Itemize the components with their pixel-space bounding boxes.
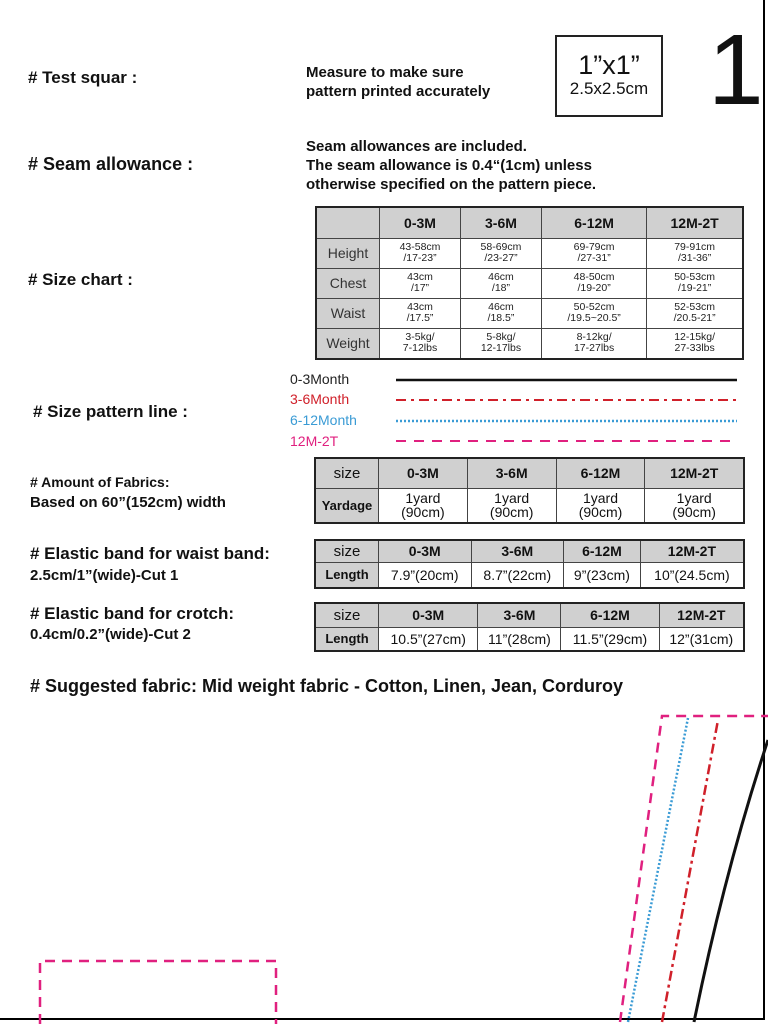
seam-allowance-line-1: Seam allowances are included. (306, 138, 527, 155)
waist-band-header: 3-6M (471, 540, 564, 562)
fabrics-table (314, 457, 745, 524)
legend-item-12m-2t: 12M-2T (290, 433, 339, 449)
fabrics-label: # Amount of Fabrics: (30, 474, 170, 490)
pattern-piece (0, 700, 768, 1024)
pattern-outline-6-12m (628, 718, 688, 1022)
fabrics-size-header: size (315, 458, 379, 488)
size-chart-cell: 8-12kg/ 17-27lbs (541, 328, 646, 359)
fabrics-header: 3-6M (467, 458, 556, 488)
waist-band-row-label: Length (315, 562, 379, 588)
size-chart-cell: 43cm /17.5” (380, 298, 461, 328)
test-square-instruction-1: Measure to make sure (306, 64, 464, 81)
seam-allowance-line-3: otherwise specified on the pattern piece. (306, 176, 597, 193)
waist-band-cell: 10”(24.5cm) (640, 562, 744, 588)
test-square-metric: 2.5x2.5cm (569, 79, 649, 98)
crotch-band-header: 0-3M (379, 603, 478, 627)
size-chart-cell: 69-79cm /27-31” (541, 238, 646, 268)
crotch-band-cell: 12”(31cm) (659, 627, 744, 651)
size-chart-row-label: Chest (316, 268, 380, 298)
size-chart-cell: 46cm /18.5” (460, 298, 541, 328)
size-chart-cell: 43cm /17” (380, 268, 461, 298)
fabrics-header: 0-3M (379, 458, 468, 488)
pattern-line-samples (0, 0, 768, 460)
pattern-outline-lower-piece (40, 961, 276, 1024)
legend-item-6-12month: 6-12Month (290, 412, 357, 428)
pattern-outline-3-6m (662, 720, 718, 1022)
size-chart-header: 12M-2T (647, 207, 743, 238)
fabrics-header: 12M-2T (645, 458, 744, 488)
fabrics-header: 6-12M (556, 458, 645, 488)
size-chart-cell: 79-91cm /31-36” (647, 238, 743, 268)
crotch-band-row-label: Length (315, 627, 379, 651)
seam-allowance-line-2: The seam allowance is 0.4“(1cm) unless (306, 157, 592, 174)
size-chart-cell: 5-8kg/ 12-17lbs (460, 328, 541, 359)
crotch-band-label: # Elastic band for crotch: (30, 604, 235, 623)
waist-band-table (314, 539, 745, 589)
waist-band-cell: 7.9”(20cm) (379, 562, 472, 588)
crotch-band-table (314, 602, 745, 652)
fabrics-cell: 1yard (90cm) (645, 488, 744, 523)
size-chart-cell: 50-53cm /19-21” (647, 268, 743, 298)
size-chart-cell: 3-5kg/ 7-12lbs (380, 328, 461, 359)
size-chart-cell: 43-58cm /17-23” (380, 238, 461, 268)
crotch-band-header: 3-6M (478, 603, 561, 627)
crotch-band-header: 6-12M (561, 603, 659, 627)
waist-band-header: 0-3M (379, 540, 472, 562)
seam-allowance-label: # Seam allowance : (28, 154, 194, 174)
waist-band-sublabel: 2.5cm/1”(wide)-Cut 1 (30, 567, 179, 584)
size-chart-cell: 46cm /18” (460, 268, 541, 298)
size-chart-header: 0-3M (380, 207, 461, 238)
size-pattern-line-label: # Size pattern line : (33, 402, 188, 421)
legend-item-3-6month: 3-6Month (290, 391, 350, 407)
fabrics-cell: 1yard (90cm) (556, 488, 645, 523)
size-chart-header: 6-12M (541, 207, 646, 238)
fabrics-row-label: Yardage (315, 488, 379, 523)
suggested-fabric: # Suggested fabric: Mid weight fabric - Cotton, Linen, Jean, Corduroy (30, 676, 624, 696)
pattern-outline-0-3m (694, 740, 768, 1022)
fabrics-cell: 1yard (90cm) (379, 488, 468, 523)
waist-band-cell: 9”(23cm) (564, 562, 641, 588)
page-number: 1 (708, 14, 764, 126)
waist-band-cell: 8.7”(22cm) (471, 562, 564, 588)
crotch-band-size-header: size (315, 603, 379, 627)
size-chart-label: # Size chart : (28, 270, 133, 289)
size-chart-cell: 52-53cm /20.5-21” (647, 298, 743, 328)
size-chart-cell: 58-69cm /23-27” (460, 238, 541, 268)
test-square-label: # Test squar : (28, 68, 138, 87)
size-chart-cell: 50-52cm /19.5~20.5” (541, 298, 646, 328)
crotch-band-sublabel: 0.4cm/0.2”(wide)-Cut 2 (30, 626, 191, 643)
crotch-band-cell: 11”(28cm) (478, 627, 561, 651)
fabrics-cell: 1yard (90cm) (467, 488, 556, 523)
size-chart-header: 3-6M (460, 207, 541, 238)
crotch-band-header: 12M-2T (659, 603, 744, 627)
fabrics-sublabel: Based on 60”(152cm) width (30, 494, 226, 511)
test-square-instruction-2: pattern printed accurately (306, 83, 491, 100)
size-chart-row-label: Waist (316, 298, 380, 328)
test-square-imperial: 1”x1” (578, 50, 640, 80)
waist-band-header: 12M-2T (640, 540, 744, 562)
legend-item-0-3month: 0-3Month (290, 371, 350, 387)
crotch-band-cell: 11.5”(29cm) (561, 627, 659, 651)
pattern-outline-12m-2t (620, 716, 768, 1022)
size-chart-cell: 12-15kg/ 27-33lbs (647, 328, 743, 359)
waist-band-header: 6-12M (564, 540, 641, 562)
crotch-band-cell: 10.5”(27cm) (379, 627, 478, 651)
size-chart-cell: 48-50cm /19-20” (541, 268, 646, 298)
size-chart-row-label: Weight (316, 328, 380, 359)
size-chart-row-label: Height (316, 238, 380, 268)
waist-band-label: # Elastic band for waist band: (30, 544, 270, 563)
waist-band-size-header: size (315, 540, 379, 562)
